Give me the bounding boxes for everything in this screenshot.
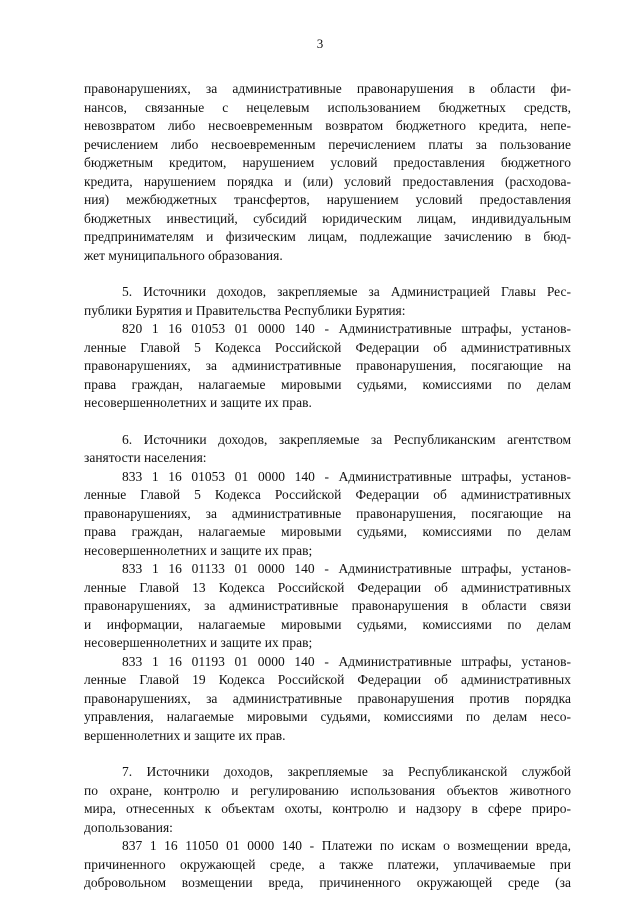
text-line: несовершеннолетних и защите их прав;: [84, 635, 313, 650]
text-line: правонарушениях, за административные правонарушения, посягающие на: [84, 505, 571, 521]
text-line: права граждан, налагаемые мировыми судьями, комиссиями по делам: [84, 524, 571, 539]
text-line: мира, отнесенных к объектам охоты, контролю и надзору в сфере приро-: [84, 801, 571, 816]
text-line: нансов, связанные с нецелевым использованием бюджетных средств,: [84, 99, 571, 115]
text-line: невозвратом либо несвоевременным возвратом бюджетного кредита, непе-: [84, 118, 571, 133]
text-line: правонарушениях, за административные правонарушения в области фи-: [84, 81, 571, 96]
text-line: кредита, нарушением порядка и (или) условий предоставления (расходова-: [84, 173, 571, 189]
text-line: ния) межбюджетных трансфертов, нарушением условий предоставления: [84, 192, 571, 207]
text-line: и информации, налагаемые мировыми судьями, комиссиями по делам: [84, 616, 571, 632]
text-line: речислением либо несвоевременным перечислением платы за пользование: [84, 136, 571, 152]
text-line: занятости населения:: [84, 450, 207, 465]
text-line: по охране, контролю и регулированию использования объектов животного: [84, 782, 571, 798]
revenue-code-line: 833 1 16 01053 01 0000 140 - Административные штрафы, установ-: [122, 468, 571, 484]
text-line: права граждан, налагаемые мировыми судьями, комиссиями по делам: [84, 376, 571, 392]
section-heading-line: 5. Источники доходов, закрепляемые за Администрацией Главы Рес-: [122, 284, 571, 299]
text-line: предпринимателям и физическим лицам, подлежащие зачислению в бюд-: [84, 229, 571, 244]
section-6: [84, 431, 571, 746]
document-body: [84, 80, 571, 893]
text-line: публики Бурятия и Правительства Республики Бурятия:: [84, 302, 406, 318]
text-line: бюджетным кредитом, нарушением условий предоставления бюджетного: [84, 155, 571, 170]
text-line: бюджетных инвестиций, субсидий юридическим лицам, индивидуальным: [84, 210, 571, 226]
section-7: [84, 763, 571, 893]
text-line: добровольном возмещении вреда, причиненного окружающей среде (за: [84, 875, 571, 890]
text-line: ленные Главой 5 Кодекса Российской Федерации об административных: [84, 487, 571, 502]
text-line: причиненного окружающей среде, а также платежи, уплачиваемые при: [84, 856, 571, 872]
text-line: управления, налагаемые мировыми судьями, комиссиями по делам несо-: [84, 709, 571, 724]
section-5: [84, 283, 571, 413]
text-line: вершеннолетних и защите их прав.: [84, 727, 286, 743]
paragraph-gap: [84, 265, 571, 283]
section-heading-line: 6. Источники доходов, закрепляемые за Республиканским агентством: [122, 431, 571, 447]
text-line: жет муниципального образования.: [84, 247, 283, 263]
text-line: правонарушениях, за административные правонарушения в области связи: [84, 598, 571, 613]
text-line: несовершеннолетних и защите их прав;: [84, 542, 313, 558]
page-number: 3: [316, 36, 324, 51]
text-line: ленные Главой 19 Кодекса Российской Федерации об административных: [84, 672, 571, 687]
revenue-code-line: 833 1 16 01133 01 0000 140 - Административные штрафы, установ-: [122, 561, 571, 576]
text-line: правонарушениях, за административные правонарушения против порядка: [84, 690, 571, 706]
paragraph-continuation: [84, 80, 571, 265]
text-line: правонарушениях, за административные правонарушения, посягающие на: [84, 358, 571, 373]
revenue-code-line: 837 1 16 11050 01 0000 140 - Платежи по искам о возмещении вреда,: [122, 838, 571, 853]
text-line: ленные Главой 13 Кодекса Российской Федерации об административных: [84, 579, 571, 595]
paragraph-gap: [84, 745, 571, 763]
paragraph-gap: [84, 413, 571, 431]
section-heading-line: 7. Источники доходов, закрепляемые за Республиканской службой: [122, 764, 571, 779]
revenue-code-line: 833 1 16 01193 01 0000 140 - Административные штрафы, установ-: [122, 653, 571, 669]
text-line: ленные Главой 5 Кодекса Российской Федерации об административных: [84, 339, 571, 355]
revenue-code-line: 820 1 16 01053 01 0000 140 - Административные штрафы, установ-: [122, 321, 571, 336]
text-line: допользования:: [84, 819, 173, 835]
text-line: несовершеннолетних и защите их прав.: [84, 395, 312, 410]
